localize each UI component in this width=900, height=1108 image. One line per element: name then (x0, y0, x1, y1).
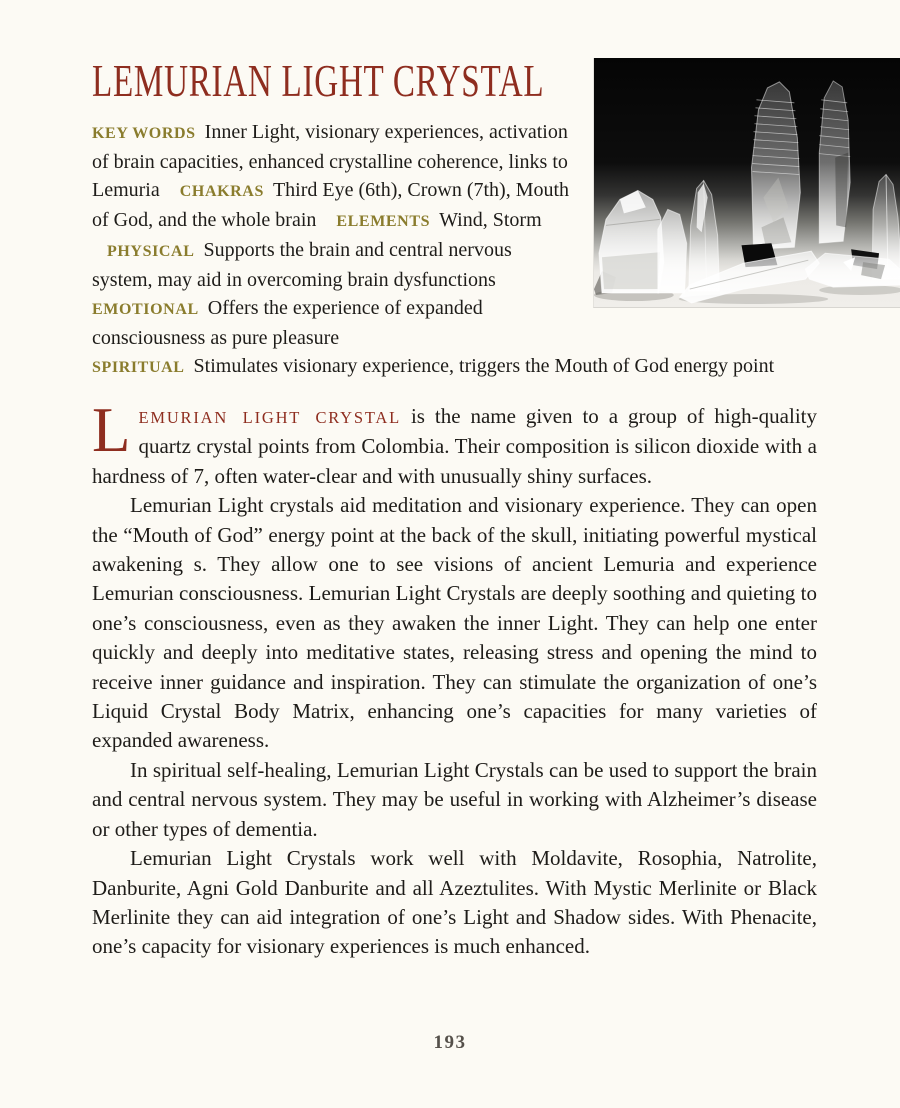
keyword-label: SPIRITUAL (92, 359, 185, 376)
book-page (0, 55, 900, 1108)
keywords-line (92, 352, 900, 382)
keyword-label: KEY WORDS (92, 125, 196, 142)
keyword-label: ELEMENTS (336, 213, 431, 230)
keyword-text: Stimulates visionary experience, triggers the Mouth of God energy point (193, 355, 775, 377)
body-paragraph: Lemurian Light crystals aid meditation and visionary experience. They can open the “Mouth of God” energy point at the back of the skull, initiating powerful mystical awakening s. They allow one to see visions of ancient Lemuria and experience Lemurian consciousness. Lemurian Light Crystals are deeply soothing and quieting to one’s consciousness, even as they awaken the inner Light. They can help one enter quickly and deeply into meditative states, releasing stress and opening the mind to receive inner guidance and inspiration. They can stimulate the organization of one’s Liquid Crystal Body Matrix, enhancing one’s capacities for many varieties of expanded awareness. (92, 493, 817, 753)
keyword-label: EMOTIONAL (92, 301, 199, 318)
lead-small-caps: EMURIAN LIGHT CRYSTAL (138, 408, 402, 427)
page-title-text: LEMURIAN LIGHT CRYSTAL (92, 55, 545, 106)
keyword-label: PHYSICAL (107, 243, 195, 260)
keyword-label: CHAKRAS (179, 183, 264, 200)
article-body (92, 395, 817, 962)
keyword-text: Supports the brain and central nervous system, may aid in overcoming brain dysfunctions (92, 239, 512, 291)
keyword-text: Third Eye (6th), Crown (7th), Mouth of God, and the whole brain (92, 179, 570, 231)
body-paragraph: LEMURIAN LIGHT CRYSTAL is the name given to a group of high-quality quartz crystal points from Colombia. Their composition is silicon dioxide with a hardness of 7, often water-clear and with unusually shiny surfaces. (92, 395, 817, 488)
body-paragraph: Lemurian Light Crystals work well with Moldavite, Rosophia, Natrolite, Danburite, Agni Gold Danburite and all Azeztulites. With Mystic Merlinite or Black Merlinite they can aid integration of one’s Light and Shadow sides. With Phenacite, one’s capacity for visionary experiences is much enhanced. (92, 846, 817, 959)
keyword-text: Inner Light, visionary experiences, activation of brain capacities, enhanced crystalline coherence, links to Lemuria (92, 121, 568, 201)
drop-cap: L (92, 395, 131, 465)
body-paragraph: In spiritual self-healing, Lemurian Light Crystals can be used to support the brain and central nervous system. They may be useful in working with Alzheimer’s disease or other types of dementia. (92, 757, 817, 841)
keyword-text: Wind, Storm (439, 209, 542, 231)
page-number: 193 (433, 1032, 467, 1053)
keyword-text: Offers the experience of expanded consciousness as pure pleasure (92, 297, 483, 349)
